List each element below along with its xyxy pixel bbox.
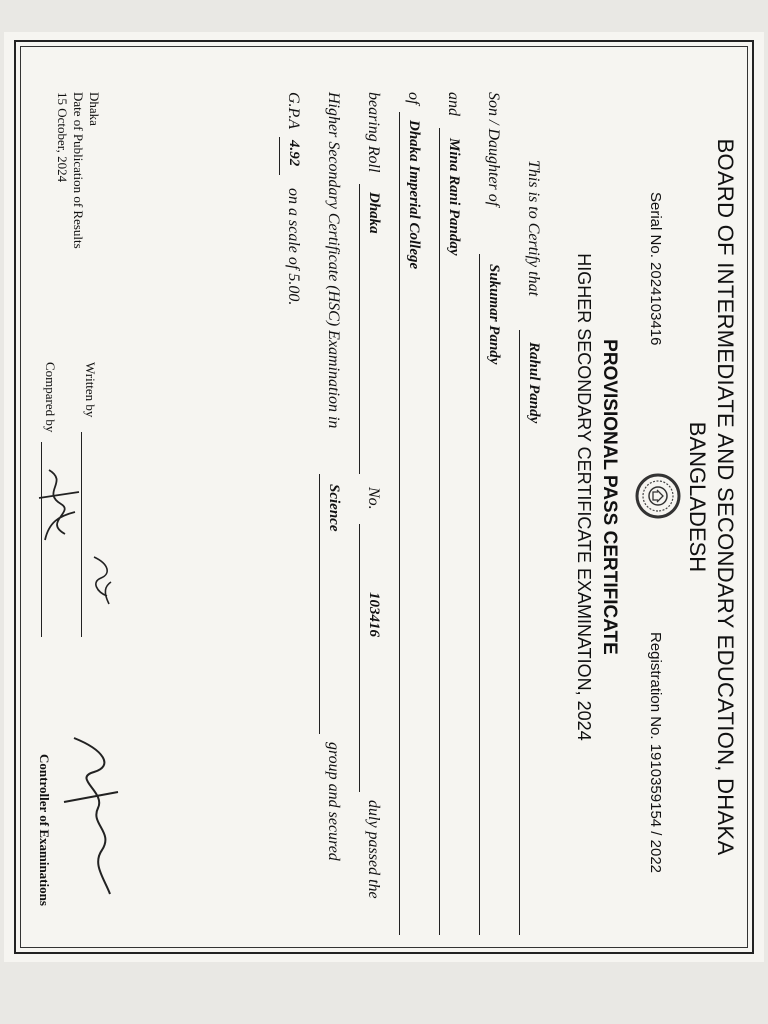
student-name: Rahul Pandy <box>526 342 542 424</box>
group-value: Science <box>326 484 342 532</box>
group-line <box>319 474 320 734</box>
board-country: BANGLADESH <box>685 421 710 573</box>
exam-label: Higher Secondary Certificate (HSC) Examination in <box>325 92 342 429</box>
certify-label: This is to Certify that <box>525 160 542 297</box>
roll-number: 103416 <box>366 592 382 637</box>
compared-by-signature-icon <box>34 462 89 552</box>
father-name: Sukumar Pandy <box>486 264 502 365</box>
controller-signature-icon <box>54 732 124 902</box>
number-line <box>359 524 360 792</box>
roll-line <box>359 184 360 474</box>
mother-name: Mina Rani Panday <box>446 138 462 256</box>
written-by-label: Written by <box>83 362 98 418</box>
and-label: and <box>445 92 462 116</box>
mother-name-line <box>439 128 440 935</box>
serial-number: Serial No. 2024103416 <box>647 192 664 346</box>
number-label: No. <box>365 487 382 510</box>
roll-label: bearing Roll <box>365 92 382 173</box>
publication-date: 15 October, 2024 <box>55 92 70 183</box>
student-name-line <box>519 330 520 935</box>
examination-title: HIGHER SECONDARY CERTIFICATE EXAMINATION, 2024 <box>574 253 594 741</box>
certificate-sheet <box>4 32 764 962</box>
roll-value: Dhaka <box>366 192 382 234</box>
gpa-line <box>279 137 280 175</box>
gpa-value: 4.92 <box>286 140 302 167</box>
gpa-label: G.P.A <box>285 92 302 130</box>
board-seal-icon <box>634 472 682 520</box>
controller-label: Controller of Examinations <box>37 754 52 906</box>
college-line <box>399 112 400 935</box>
group-label: group and secured <box>325 742 342 861</box>
publication-date-label: Date of Publication of Results <box>71 92 86 249</box>
college-name: Dhaka Imperial College <box>406 120 422 270</box>
scale-label: on a scale of 5.00. <box>285 188 302 306</box>
written-by-signature-icon <box>83 552 119 612</box>
son-daughter-label: Son / Daughter of <box>485 92 502 207</box>
place-label: Dhaka <box>87 92 102 126</box>
passed-label: duly passed the <box>365 800 382 899</box>
board-name: BOARD OF INTERMEDIATE AND SECONDARY EDUCATION, DHAKA <box>713 138 738 856</box>
father-name-line <box>479 254 480 935</box>
of-label: of <box>405 92 422 105</box>
compared-by-label: Compared by <box>43 362 58 433</box>
certificate-title: PROVISIONAL PASS CERTIFICATE <box>599 339 620 655</box>
registration-number: Registration No. 1910359154 / 2022 <box>647 632 664 874</box>
